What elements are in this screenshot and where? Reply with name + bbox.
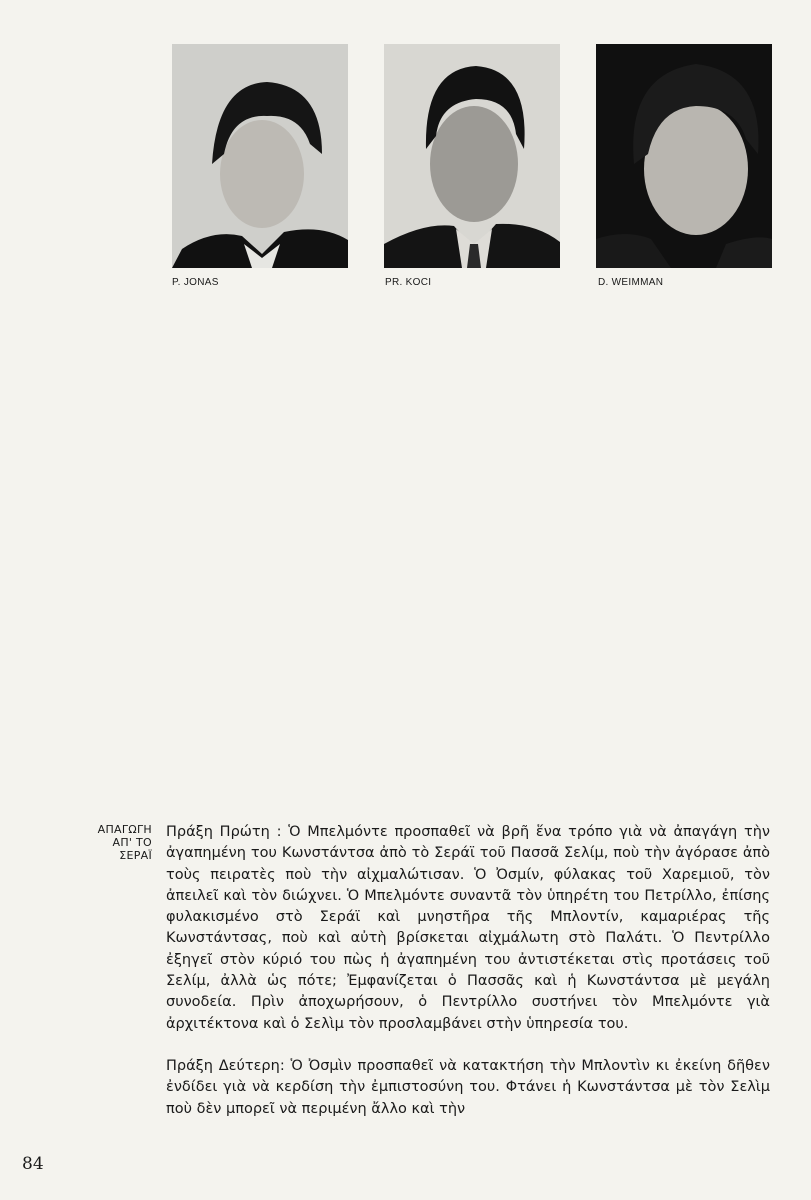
portrait-photo-weimman [596, 44, 772, 268]
side-label-line: ΑΠ' ΤΟ [112, 836, 152, 849]
act-one-paragraph: Πράξη Πρώτη : Ὁ Μπελμόντε προσπαθεῖ νὰ βρῆ ἕνα τρόπο γιὰ νὰ ἀπαγάγη τὴν ἀγαπημένη του Κωνστάντσα ἀπὸ τὸ Σεράϊ τοῦ Πασσᾶ Σελίμ, ποὺ τὴν ἀγόρασε ἀπὸ τοὺς πειρατὲς ποὺ τὴν αἰχμαλώτισαν. Ὁ Ὀσμίν, φύλακας τοῦ Χαρεμιοῦ, τὸν ἀπειλεῖ καὶ τὸν διώχνει. Ὁ Μπελμόντε συναντᾶ τὸν ὑπηρέτη του Πετρίλλο, ἐπίσης φυλακισμένο στὸ Σεράϊ καὶ μνηστῆρα τῆς Μπλοντίν, καμαριέρας τῆς Κωνστάντσας, ποὺ καὶ αὐτὴ βρίσκεται αἰχμάλωτη στὸ Παλάτι. Ὁ Πεντρίλλο ἐξηγεῖ στὸν κύριό του πὼς ἡ ἀγαπημένη του ἀντιστέκεται στὶς προτάσεις τοῦ Σελίμ, ἀλλὰ ὡς πότε; Ἐμφανίζεται ὁ Πασσᾶς καὶ ἡ Κωνστάντσα μὲ μεγάλη συνοδεία. Πρὶν ἀποχωρήσουν, ὁ Πεντρίλλο συστήνει τὸν Μπελμόντε γιὰ ἀρχιτέκτονα καὶ ὁ Σελὶμ τὸν προσλαμβάνει στὴν ὑπηρεσία του. [166, 824, 770, 1032]
side-label-line: ΑΠΑΓΩΓΗ [97, 823, 152, 836]
portrait-caption: P. JONAS [172, 277, 219, 288]
portrait-caption: PR. KOCI [385, 277, 432, 288]
side-label-line: ΣΕΡΑΪ [119, 849, 152, 862]
portrait-photo-koci [384, 44, 560, 268]
synopsis-text [166, 822, 770, 1141]
portrait-photo-jonas [172, 44, 348, 268]
portrait-caption: D. WEIMMAN [598, 277, 664, 288]
section-side-label [40, 823, 152, 862]
act-two-paragraph: Πράξη Δεύτερη: Ὁ Ὀσμὶν προσπαθεῖ νὰ κατακτήση τὴν Μπλοντὶν κι ἐκείνη δῆθεν ἐνδίδει γιὰ νὰ κερδίση τὴν ἐμπιστοσύνη του. Φτάνει ἡ Κωνστάντσα μὲ τὸν Σελὶμ ποὺ δὲν μπορεῖ νὰ περιμένη ἄλλο καὶ τὴν [166, 1057, 770, 1117]
page-number: 84 [22, 1154, 44, 1174]
